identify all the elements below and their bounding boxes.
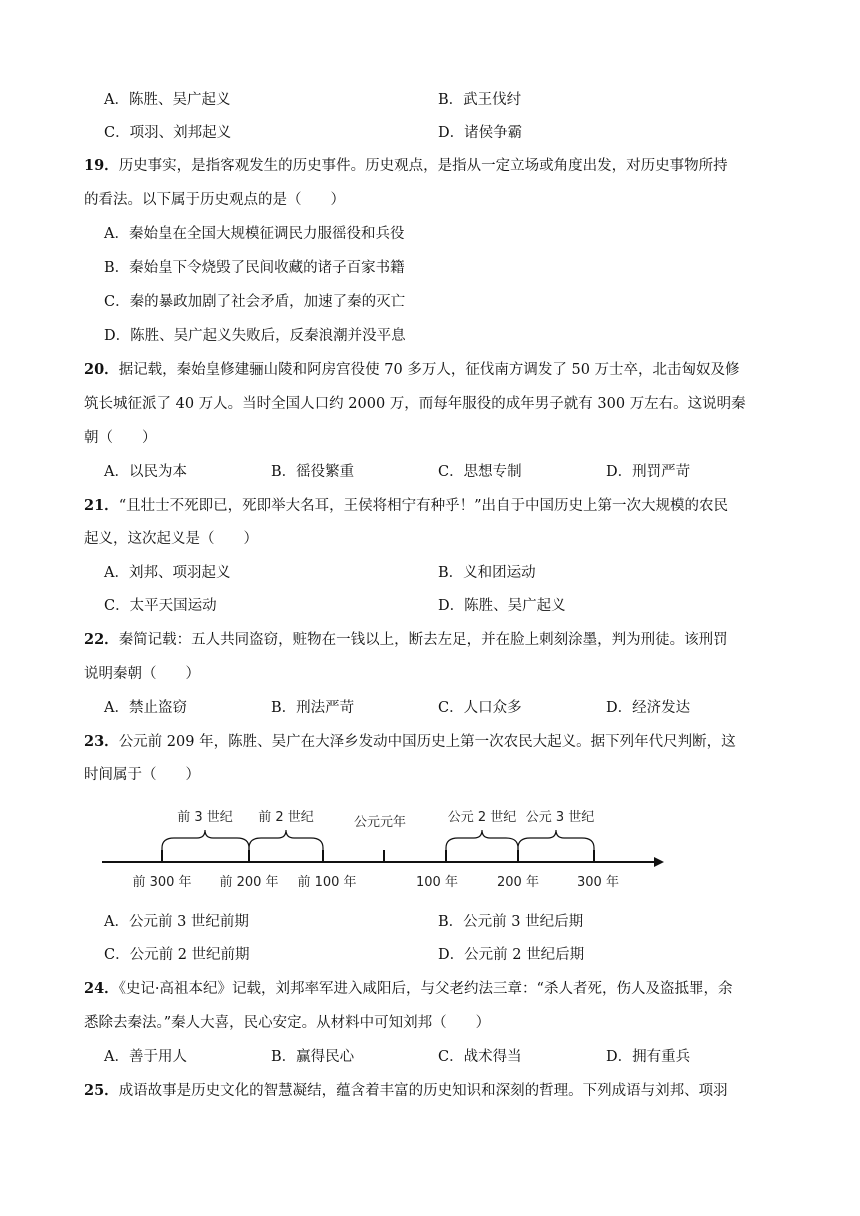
q20-option-c: C．思想专制 xyxy=(438,464,522,480)
q21-stem-line2: 起义，这次起义是（ ） xyxy=(84,531,258,547)
q20-option-b: B．徭役繁重 xyxy=(271,464,355,480)
tick-label-b300: 前 300 年 xyxy=(132,875,192,890)
q23-option-b: B．公元前 3 世纪后期 xyxy=(438,914,584,930)
q24-text-1: 《史记·高祖本纪》记载，刘邦率军进入咸阳后，与父老约法三章：“杀人者死，伤人及盗抵罪，余 xyxy=(118,981,733,997)
q22-stem-line1 xyxy=(84,630,784,650)
q20-text-1: 据记载，秦始皇修建骊山陵和阿房宫役使 70 多万人，征伐南方调发了 50 万士卒，北击匈奴及修 xyxy=(118,362,740,378)
q18-option-b: B．武王伐纣 xyxy=(438,92,522,108)
q21-stem-line1 xyxy=(84,496,784,516)
century-label-b3: 前 3 世纪 xyxy=(177,810,233,825)
q18-option-d: D．诸侯争霸 xyxy=(438,125,523,141)
q21-option-c: C．太平天国运动 xyxy=(104,598,217,614)
q20-stem-line3: 朝（ ） xyxy=(84,430,157,446)
tick-label-a300: 300 年 xyxy=(577,875,619,890)
q22-option-c: C．人口众多 xyxy=(438,700,522,716)
q22-option-b: B．刑法严苛 xyxy=(271,700,355,716)
q20-stem-line2: 筑长城征派了 40 万人。当时全国人口约 2000 万，而每年服役的成年男子就有 300 万左右。这说明秦 xyxy=(84,396,746,412)
q24-option-d: D．拥有重兵 xyxy=(606,1049,691,1065)
q25-stem-line1 xyxy=(84,1081,784,1101)
q23-option-d: D．公元前 2 世纪后期 xyxy=(438,947,585,963)
q18-option-c: C．项羽、刘邦起义 xyxy=(104,125,232,141)
q21-option-d: D．陈胜、吴广起义 xyxy=(438,598,566,614)
q23-stem-line2: 时间属于（ ） xyxy=(84,767,200,783)
tick-label-b200: 前 200 年 xyxy=(219,875,279,890)
century-label-a2: 公元 2 世纪 xyxy=(447,810,517,825)
q24-option-c: C．战术得当 xyxy=(438,1049,522,1065)
q19-number: 19． xyxy=(84,157,119,174)
q18-option-a: A．陈胜、吴广起义 xyxy=(104,92,231,108)
q22-text-1: 秦简记载：五人共同盗窃，赃物在一钱以上，断去左足，并在脸上刺刻涂墨，判为刑徒。该刑罚 xyxy=(118,632,728,648)
q21-option-b: B．义和团运动 xyxy=(438,565,536,581)
q22-option-a: A．禁止盗窃 xyxy=(104,700,187,716)
tick-label-b100: 前 100 年 xyxy=(297,875,357,890)
q19-stem-line1 xyxy=(84,156,784,176)
q20-stem-line1 xyxy=(84,360,784,380)
q21-option-a: A．刘邦、项羽起义 xyxy=(104,565,231,581)
q21-text-1: “且壮士不死即已，死即举大名耳，王侯将相宁有种乎！”出自于中国历史上第一次大规模的农民 xyxy=(118,498,729,514)
q24-stem-line1 xyxy=(84,979,784,999)
q25-number: 25． xyxy=(84,1082,119,1099)
q21-number: 21． xyxy=(84,497,119,514)
q24-number: 24． xyxy=(84,980,119,997)
q20-option-a: A．以民为本 xyxy=(104,464,187,480)
timeline-ruler xyxy=(84,800,684,895)
q24-stem-line2: 悉除去秦法。”秦人大喜，民心安定。从材料中可知刘邦（ ） xyxy=(84,1015,491,1031)
q19-option-a: A．秦始皇在全国大规模征调民力服徭役和兵役 xyxy=(104,226,405,242)
q20-number: 20． xyxy=(84,361,119,378)
century-label-year1: 公元元年 xyxy=(353,815,407,830)
brace-a3c xyxy=(518,830,594,860)
q23-stem-line1 xyxy=(84,732,784,752)
q19-option-b: B．秦始皇下令烧毁了民间收藏的诸子百家书籍 xyxy=(104,260,405,276)
q22-number: 22． xyxy=(84,631,119,648)
q23-option-c: C．公元前 2 世纪前期 xyxy=(104,947,250,963)
q22-option-d: D．经济发达 xyxy=(606,700,691,716)
q25-text-1: 成语故事是历史文化的智慧凝结，蕴含着丰富的历史知识和深刻的哲理。下列成语与刘邦、项羽 xyxy=(118,1083,728,1099)
brace-b2c xyxy=(249,830,323,860)
brace-b3c xyxy=(162,830,249,860)
tick-label-a200: 200 年 xyxy=(497,875,539,890)
q24-option-b: B．赢得民心 xyxy=(271,1049,355,1065)
tick-label-a100: 100 年 xyxy=(416,875,458,890)
q19-text-1: 历史事实，是指客观发生的历史事件。历史观点，是指从一定立场或角度出发，对历史事物所持 xyxy=(118,158,728,174)
q24-option-a: A．善于用人 xyxy=(104,1049,187,1065)
q19-stem-line2: 的看法。以下属于历史观点的是（ ） xyxy=(84,192,345,208)
q23-option-a: A．公元前 3 世纪前期 xyxy=(104,914,249,930)
q23-text-1: 公元前 209 年，陈胜、吴广在大泽乡发动中国历史上第一次农民大起义。据下列年代尺判断，这 xyxy=(118,734,736,750)
brace-a2c xyxy=(446,830,518,860)
q19-option-c: C．秦的暴政加剧了社会矛盾，加速了秦的灭亡 xyxy=(104,294,406,310)
timeline-arrow-icon xyxy=(654,857,664,867)
q20-option-d: D．刑罚严苛 xyxy=(606,464,691,480)
q23-number: 23． xyxy=(84,733,119,750)
century-label-b2: 前 2 世纪 xyxy=(258,810,314,825)
century-label-a3: 公元 3 世纪 xyxy=(525,810,595,825)
q19-option-d: D．陈胜、吴广起义失败后，反秦浪潮并没平息 xyxy=(104,328,406,344)
q22-stem-line2: 说明秦朝（ ） xyxy=(84,666,200,682)
